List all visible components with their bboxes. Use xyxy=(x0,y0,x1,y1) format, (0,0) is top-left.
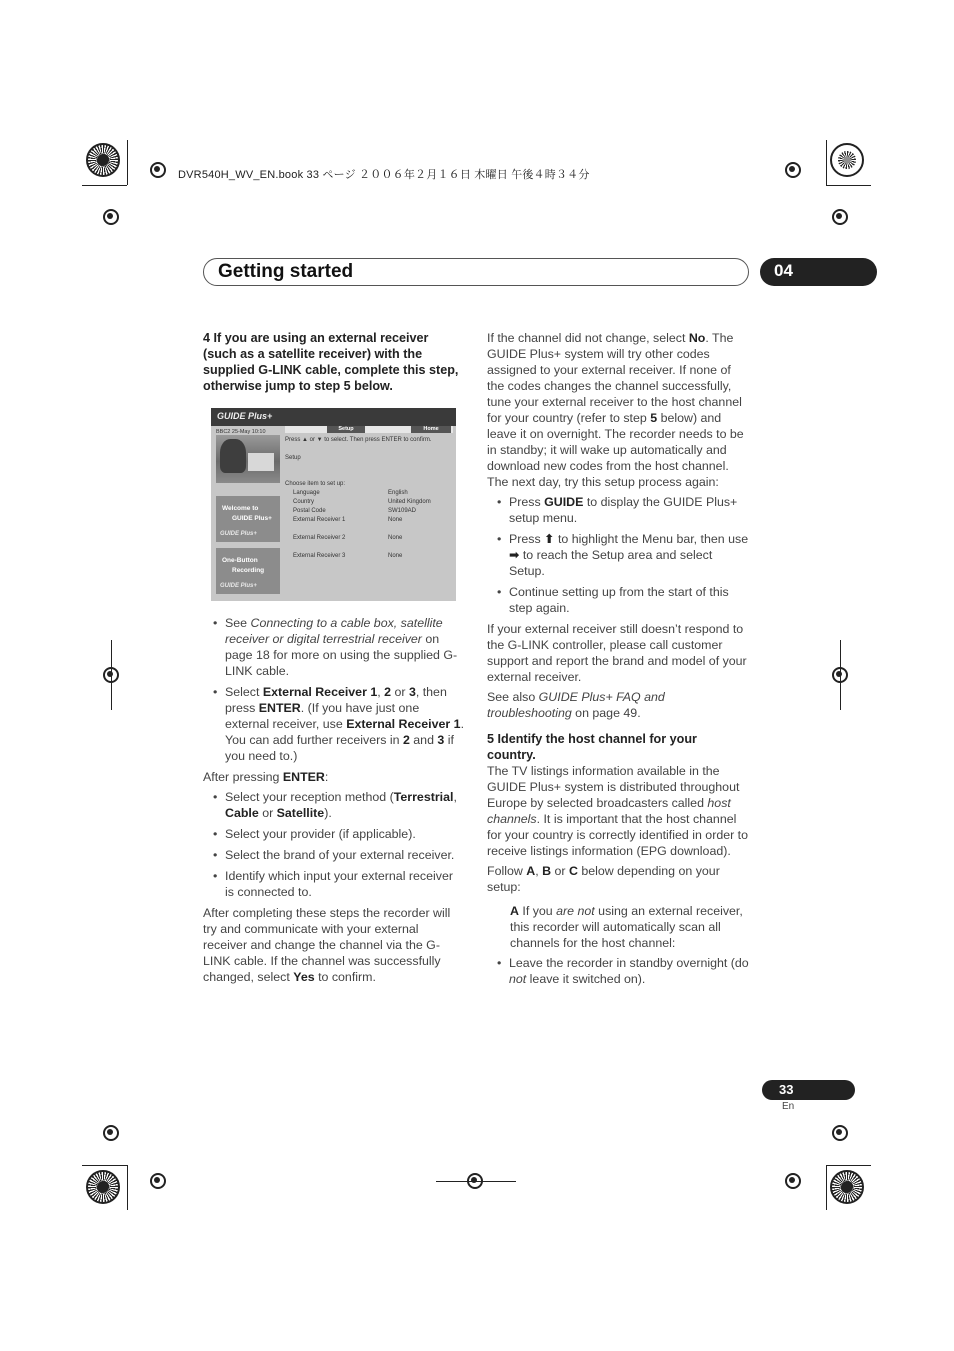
crop-line xyxy=(840,640,841,710)
crosshair-icon xyxy=(782,1170,804,1192)
panel-logo: GUIDE Plus+ xyxy=(220,583,257,589)
section-title: Getting started xyxy=(218,261,354,282)
list-item: • Leave the recorder in standby overnight (do not leave it switched on). xyxy=(487,955,749,987)
channel-info: BBC2 25-May 10:10 xyxy=(216,429,266,435)
setup-row-label: External Receiver 1 xyxy=(293,517,346,523)
crosshair-icon xyxy=(147,159,169,181)
arrow-right-icon: ➡ xyxy=(509,548,520,562)
crop-line xyxy=(127,1165,128,1210)
registration-mark-top-left xyxy=(86,143,120,177)
print-header: DVR540H_WV_EN.book 33 ページ ２００６年２月１６日 木曜日 午後４時３４分 xyxy=(178,169,590,181)
screenshot-top-bar xyxy=(211,408,456,426)
setup-row-value: SW109AD xyxy=(388,508,417,514)
language-code: En xyxy=(782,1101,795,1112)
chapter-number: 04 xyxy=(760,258,877,286)
page-number: 33 xyxy=(762,1080,855,1100)
crosshair-icon xyxy=(100,1122,122,1144)
list-item: • Continue setting up from the start of this step again. xyxy=(487,584,749,616)
list-item: • Press ⬆ to highlight the Menu bar, then use ➡ to reach the Setup area and select Setup. xyxy=(487,531,749,579)
list-item: • Select the brand of your external receiver. xyxy=(203,847,465,863)
one-button-recording-panel xyxy=(216,548,280,594)
guide-plus-setup-screenshot xyxy=(211,408,456,601)
crosshair-icon xyxy=(829,1122,851,1144)
tab-setup: Setup xyxy=(327,426,365,433)
welcome-panel xyxy=(216,496,280,542)
after-pressing-enter: After pressing ENTER: xyxy=(203,770,329,784)
right-column xyxy=(487,330,749,992)
paragraph: The TV listings information available in the GUIDE Plus+ system is distributed throughout Europe by selected broadcasters called host channels. It is important that the host channel for your country is correctly identified in order to receive listings information (EPG download). xyxy=(487,764,749,858)
crop-line xyxy=(826,185,871,186)
panel-logo: GUIDE Plus+ xyxy=(220,531,257,537)
setup-row-value: None xyxy=(388,535,403,541)
tv-preview-image xyxy=(216,435,280,483)
crosshair-icon xyxy=(829,206,851,228)
setup-row-label: Country xyxy=(293,499,315,505)
list-item: • Press GUIDE to display the GUIDE Plus+ setup menu. xyxy=(487,494,749,526)
list-item: • Identify which input your external receiver is connected to. xyxy=(203,868,465,900)
setup-row-label: External Receiver 3 xyxy=(293,553,346,559)
setup-row-value: English xyxy=(388,490,408,496)
crop-line xyxy=(127,140,128,185)
recording-line1: One-Button xyxy=(222,557,258,564)
setup-row-value: United Kingdom xyxy=(388,499,431,505)
crosshair-icon xyxy=(147,1170,169,1192)
retry-bullets xyxy=(487,494,749,616)
registration-mark-bottom-right xyxy=(830,1170,864,1204)
welcome-line1: Welcome to xyxy=(222,505,259,512)
section-header-bar xyxy=(203,258,749,286)
welcome-line2: GUIDE Plus+ xyxy=(232,515,272,522)
left-column xyxy=(203,330,465,989)
crop-line xyxy=(826,1165,871,1166)
paragraph: If the channel did not change, select No. The GUIDE Plus+ system will try other codes assigned to your external receiver. If none of the codes changes the channel successfully, tune your external receiver to the host channel for your country (refer to step 5 below) and leave it on overnight. The recorder needs to be in standby; it will wake up automatically and download new codes from the host channel. The next day, try this setup process again: xyxy=(487,331,744,489)
registration-mark-top-right xyxy=(830,143,864,177)
setup-row-label: Postal Code xyxy=(293,508,326,514)
step-4-bullets xyxy=(203,615,465,764)
recording-line2: Recording xyxy=(232,567,265,574)
crop-line xyxy=(82,1165,127,1166)
step-4-heading: 4 If you are using an external receiver (such as a satellite receiver) with the supplied G-LINK cable, complete this step, otherwise jump to step 5 below. xyxy=(203,331,459,393)
closing-paragraph: After completing these steps the recorder will try and communicate with your external receiver and change the channel via the G-LINK cable. If the channel was successfully changed, select Yes to confirm. xyxy=(203,906,451,984)
step-5-heading: 5 Identify the host channel for your country. xyxy=(487,732,697,762)
paragraph: Follow A, B or C below depending on your setup: xyxy=(487,864,720,894)
option-a-bullets xyxy=(487,955,749,987)
list-item: • See Connecting to a cable box, satellite receiver or digital terrestrial receiver on page 18 for more on using the supplied G-LINK cable. xyxy=(203,615,465,679)
list-item: • Select External Receiver 1, 2 or 3, then press ENTER. (If you have just one external receiver, use External Receiver 1. You can add further receivers in 2 and 3 if you need to.) xyxy=(203,684,465,764)
arrow-up-icon: ⬆ xyxy=(544,532,555,546)
option-a: A If you are not using an external receiver, this recorder will automatically scan all channels for the host channel: xyxy=(510,904,743,950)
crosshair-icon xyxy=(100,206,122,228)
after-enter-bullets xyxy=(203,789,465,900)
crosshair-icon xyxy=(782,159,804,181)
crop-line xyxy=(826,1165,827,1210)
crop-line xyxy=(111,640,112,710)
registration-mark-bottom-left xyxy=(86,1170,120,1204)
crop-line xyxy=(436,1181,516,1182)
crop-line xyxy=(82,185,127,186)
list-item: • Select your provider (if applicable). xyxy=(203,826,465,842)
list-item: • Select your reception method (Terrestrial, Cable or Satellite). xyxy=(203,789,465,821)
paragraph: If your external receiver still doesn’t respond to the G-LINK controller, please call customer support and report the brand and model of your external receiver. xyxy=(487,622,747,684)
setup-row-label: Language xyxy=(293,490,320,496)
setup-row-value: None xyxy=(388,517,403,523)
screenshot-choose-label: Choose item to set up: xyxy=(285,481,346,487)
setup-row-label: External Receiver 2 xyxy=(293,535,346,541)
tab-home: Home xyxy=(411,426,451,433)
crop-line xyxy=(826,140,827,185)
guide-plus-logo: GUIDE Plus+ xyxy=(217,411,273,421)
see-also: See also GUIDE Plus+ FAQ and troubleshooting on page 49. xyxy=(487,690,665,720)
screenshot-instruction: Press ▲ or ▼ to select. Then press ENTER to confirm. xyxy=(285,437,432,443)
screenshot-menu-bar xyxy=(285,426,453,433)
screenshot-section-label: Setup xyxy=(285,455,301,461)
setup-row-value: None xyxy=(388,553,403,559)
